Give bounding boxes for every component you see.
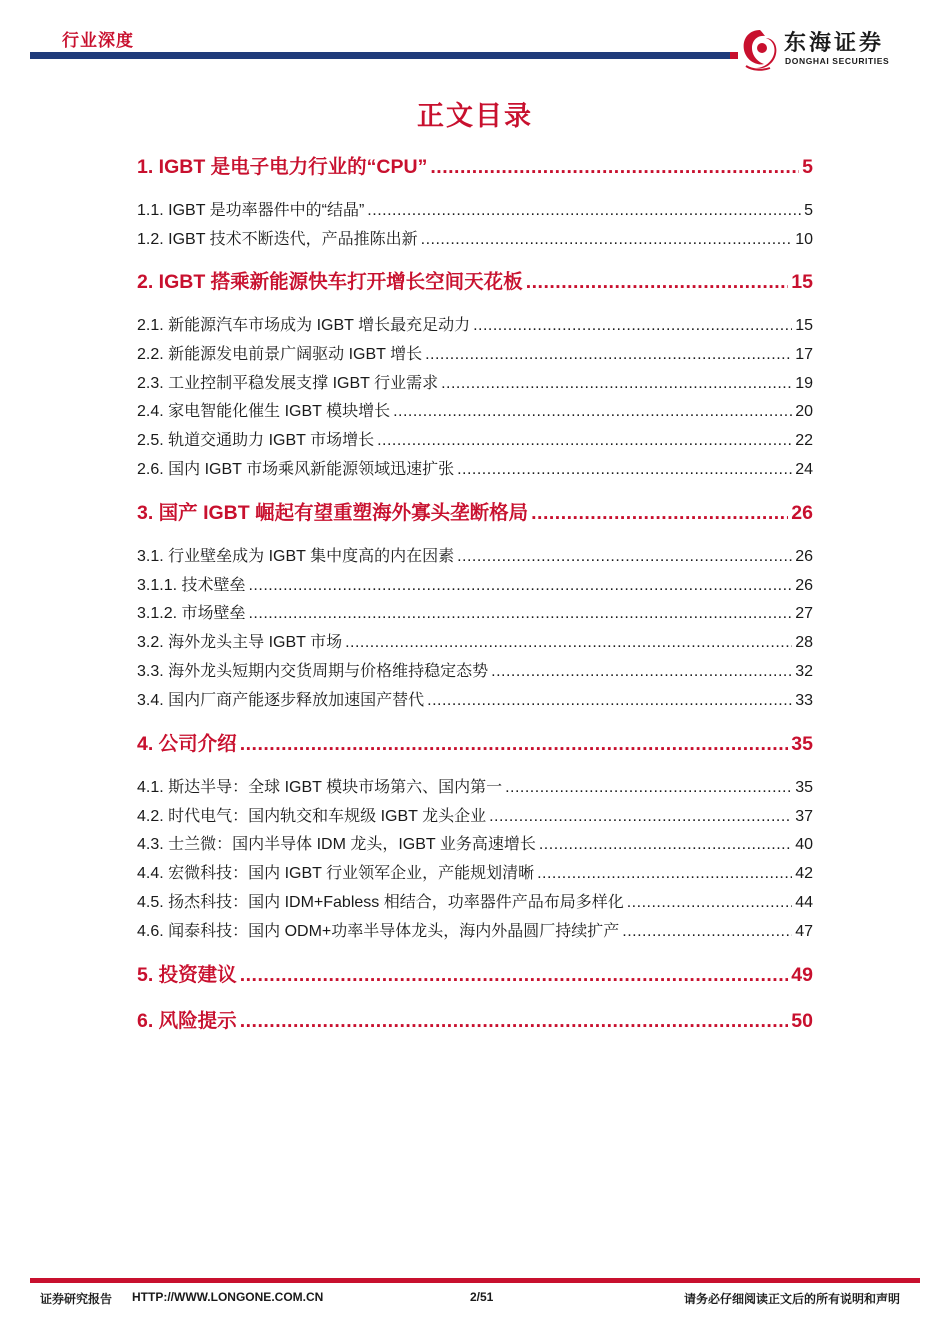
footer-rule xyxy=(30,1278,920,1283)
toc-title: 正文目录 xyxy=(417,101,533,131)
brand-name-cn: 东海证券 xyxy=(784,30,885,55)
toc-entry-page: 32 xyxy=(795,663,813,680)
toc-entry[interactable] xyxy=(137,889,813,912)
toc-entry-page: 22 xyxy=(795,432,813,449)
toc-entry-label: 6. 风险提示 xyxy=(137,1010,237,1032)
toc-entry-page: 27 xyxy=(795,605,813,622)
toc-entry[interactable] xyxy=(137,197,813,220)
dot-leader xyxy=(537,865,792,883)
toc-entry-label: 1.1. IGBT 是功率器件中的“结晶” xyxy=(137,202,365,219)
toc-entry[interactable] xyxy=(137,1005,813,1033)
dot-leader xyxy=(622,923,792,941)
dot-leader xyxy=(441,375,792,393)
toc-entry-label: 1.2. IGBT 技术不断迭代，产品推陈出新 xyxy=(137,231,418,248)
toc-entry-label: 3.2. 海外龙头主导 IGBT 市场 xyxy=(137,634,343,651)
dot-leader xyxy=(248,577,792,595)
header-rule-blue xyxy=(30,52,730,59)
toc-entry-page: 26 xyxy=(795,577,813,594)
toc-entry-label: 3.1.2. 市场壁垒 xyxy=(137,605,246,622)
toc-entry-label: 4.3. 士兰微：国内半导体 IDM 龙头，IGBT 业务高速增长 xyxy=(137,836,536,853)
toc-entry-page: 42 xyxy=(795,865,813,882)
toc-entry-label: 2.4. 家电智能化催生 IGBT 模块增长 xyxy=(137,403,391,420)
toc-entry[interactable] xyxy=(137,831,813,854)
toc-entry[interactable] xyxy=(137,774,813,797)
toc-entry[interactable] xyxy=(137,658,813,681)
toc-entry-label: 2.6. 国内 IGBT 市场乘风新能源领域迅速扩张 xyxy=(137,461,455,478)
dot-leader xyxy=(393,403,792,421)
toc-entry-page: 37 xyxy=(795,808,813,825)
dot-leader xyxy=(505,779,792,797)
dot-leader xyxy=(377,432,792,450)
toc-entry[interactable] xyxy=(137,398,813,421)
toc-entry[interactable] xyxy=(137,959,813,987)
toc-entry[interactable] xyxy=(137,687,813,710)
toc-entry-label: 3.1. 行业壁垒成为 IGBT 集中度高的内在因素 xyxy=(137,548,455,565)
toc-entry-page: 26 xyxy=(795,548,813,565)
toc-entry[interactable] xyxy=(137,803,813,826)
dot-leader xyxy=(240,964,789,987)
dot-leader xyxy=(457,461,792,479)
toc-entry-label: 3. 国产 IGBT 崛起有望重塑海外寡头垄断格局 xyxy=(137,502,529,524)
dot-leader xyxy=(627,894,792,912)
toc-entry-label: 4.4. 宏微科技：国内 IGBT 行业领军企业，产能规划清晰 xyxy=(137,865,535,882)
toc-entry[interactable] xyxy=(137,860,813,883)
report-type-label: 行业深度 xyxy=(62,31,134,50)
toc-entry-page: 26 xyxy=(791,502,813,524)
dot-leader xyxy=(248,605,792,623)
toc-entry-label: 2.2. 新能源发电前景广阔驱动 IGBT 增长 xyxy=(137,346,423,363)
toc-entry-label: 4.1. 斯达半导：全球 IGBT 模块市场第六、国内第一 xyxy=(137,779,503,796)
toc-entry[interactable] xyxy=(137,312,813,335)
toc-entry-label: 1. IGBT 是电子电力行业的“CPU” xyxy=(137,156,428,178)
toc-entry[interactable] xyxy=(137,151,813,179)
dot-leader xyxy=(240,733,789,756)
toc-entry[interactable] xyxy=(137,266,813,294)
toc-entry-page: 33 xyxy=(795,692,813,709)
footer-url-link[interactable]: HTTP://WWW.LONGONE.COM.CN xyxy=(132,1290,324,1304)
toc-entry-page: 19 xyxy=(795,375,813,392)
dot-leader xyxy=(539,836,792,854)
toc-entry[interactable] xyxy=(137,918,813,941)
dot-leader xyxy=(240,1010,789,1033)
toc-entry-page: 28 xyxy=(795,634,813,651)
toc-entry-label: 3.1.1. 技术壁垒 xyxy=(137,577,246,594)
toc-entry-page: 10 xyxy=(795,231,813,248)
toc-entry[interactable] xyxy=(137,600,813,623)
dot-leader xyxy=(491,663,792,681)
dot-leader xyxy=(531,502,788,525)
toc-entry-label: 5. 投资建议 xyxy=(137,964,237,986)
toc-entry-page: 35 xyxy=(791,733,813,755)
footer-report-label: 证券研究报告 xyxy=(40,1292,113,1306)
toc-entry-label: 3.4. 国内厂商产能逐步释放加速国产替代 xyxy=(137,692,425,709)
footer-page-number: 2/51 xyxy=(470,1290,494,1304)
toc-entry-page: 49 xyxy=(791,964,813,986)
toc-entry-page: 20 xyxy=(795,403,813,420)
toc-entry[interactable] xyxy=(137,341,813,364)
toc-entry-page: 17 xyxy=(795,346,813,363)
toc-entry[interactable] xyxy=(137,226,813,249)
dot-leader xyxy=(345,634,792,652)
toc-entry[interactable] xyxy=(137,629,813,652)
dot-leader xyxy=(367,202,801,220)
toc-entry-page: 24 xyxy=(795,461,813,478)
brand-name-en: DONGHAI SECURITIES xyxy=(785,56,890,66)
dot-leader xyxy=(526,271,789,294)
toc-entry[interactable] xyxy=(137,543,813,566)
toc-entry[interactable] xyxy=(137,370,813,393)
dot-leader xyxy=(421,231,793,249)
toc-entry-label: 2. IGBT 搭乘新能源快车打开增长空间天花板 xyxy=(137,271,523,293)
toc-entry-page: 47 xyxy=(795,923,813,940)
dragon-logo-icon xyxy=(738,26,780,72)
dot-leader xyxy=(425,346,792,364)
toc-entry-page: 5 xyxy=(802,156,813,178)
toc-entry[interactable] xyxy=(137,456,813,479)
toc-entry-page: 50 xyxy=(791,1010,813,1032)
toc-entry[interactable] xyxy=(137,427,813,450)
dot-leader xyxy=(473,317,792,335)
toc-entry[interactable] xyxy=(137,497,813,525)
toc-entry-label: 4. 公司介绍 xyxy=(137,733,237,755)
toc-entry-label: 2.3. 工业控制平稳发展支撑 IGBT 行业需求 xyxy=(137,375,439,392)
dot-leader xyxy=(489,808,792,826)
dot-leader xyxy=(457,548,792,566)
toc-entry-page: 15 xyxy=(795,317,813,334)
footer-disclaimer: 请务必仔细阅读正文后的所有说明和声明 xyxy=(684,1292,901,1306)
toc-entry-page: 44 xyxy=(795,894,813,911)
toc-entry-label: 2.1. 新能源汽车市场成为 IGBT 增长最充足动力 xyxy=(137,317,471,334)
toc-entry[interactable] xyxy=(137,728,813,756)
toc-entry-label: 3.3. 海外龙头短期内交货周期与价格维持稳定态势 xyxy=(137,663,489,680)
toc-entry-page: 15 xyxy=(791,271,813,293)
dot-leader xyxy=(430,156,799,179)
toc-entry-label: 4.5. 扬杰科技：国内 IDM+Fabless 相结合，功率器件产品布局多样化 xyxy=(137,894,624,911)
toc-entry-label: 4.2. 时代电气：国内轨交和车规级 IGBT 龙头企业 xyxy=(137,808,487,825)
toc-entry-page: 35 xyxy=(795,779,813,796)
toc-entry[interactable] xyxy=(137,572,813,595)
brand-logo xyxy=(738,24,928,78)
toc-entry-page: 40 xyxy=(795,836,813,853)
toc-entry-page: 5 xyxy=(804,202,813,219)
toc-entry-label: 4.6. 闻泰科技：国内 ODM+功率半导体龙头，海内外晶圆厂持续扩产 xyxy=(137,923,620,940)
toc-entry-label: 2.5. 轨道交通助力 IGBT 市场增长 xyxy=(137,432,375,449)
dot-leader xyxy=(427,692,792,710)
